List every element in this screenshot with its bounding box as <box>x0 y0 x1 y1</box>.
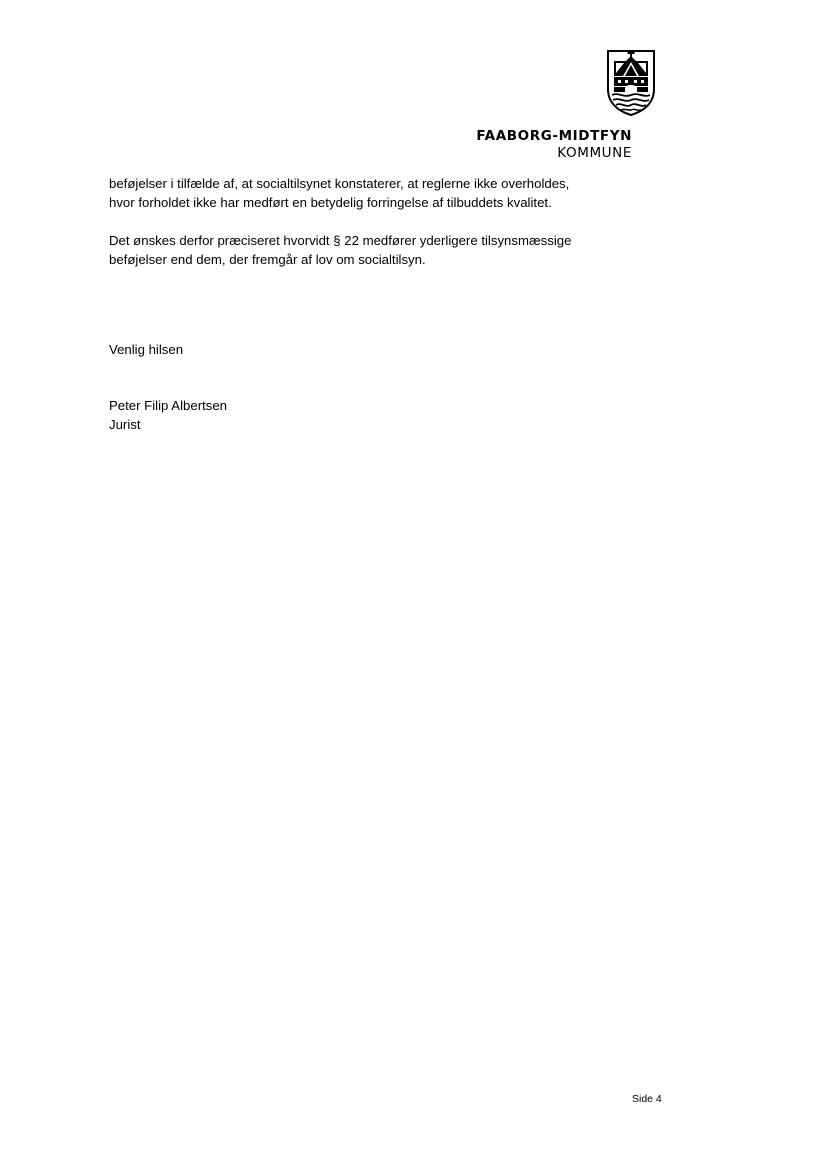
logo-kommune-line: KOMMUNE <box>557 145 632 161</box>
letter-body <box>109 174 669 288</box>
paragraph-1 <box>109 174 669 212</box>
text-line: Det ønskes derfor præciseret hvorvidt § 22 medfører yderligere tilsynsmæssige <box>109 233 572 248</box>
signer-name: Peter Filip Albertsen <box>109 398 228 413</box>
page-number: Side 4 <box>632 1093 662 1105</box>
paragraph-2 <box>109 231 669 269</box>
text-line: beføjelser end dem, der fremgår af lov om socialtilsyn. <box>109 252 426 267</box>
signature-block <box>109 396 227 434</box>
closing-greeting: Venlig hilsen <box>109 342 184 357</box>
text-line: hvor forholdet ikke har medført en betydelig forringelse af tilbuddets kvalitet. <box>109 195 552 210</box>
coat-of-arms-icon <box>606 49 656 117</box>
logo-name-line: FAABORG-MIDTFYN <box>476 128 632 144</box>
text-line: beføjelser i tilfælde af, at socialtilsynet konstaterer, at reglerne ikke overholdes, <box>109 176 570 191</box>
municipality-logo-text <box>476 128 632 162</box>
signer-title: Jurist <box>109 417 141 432</box>
